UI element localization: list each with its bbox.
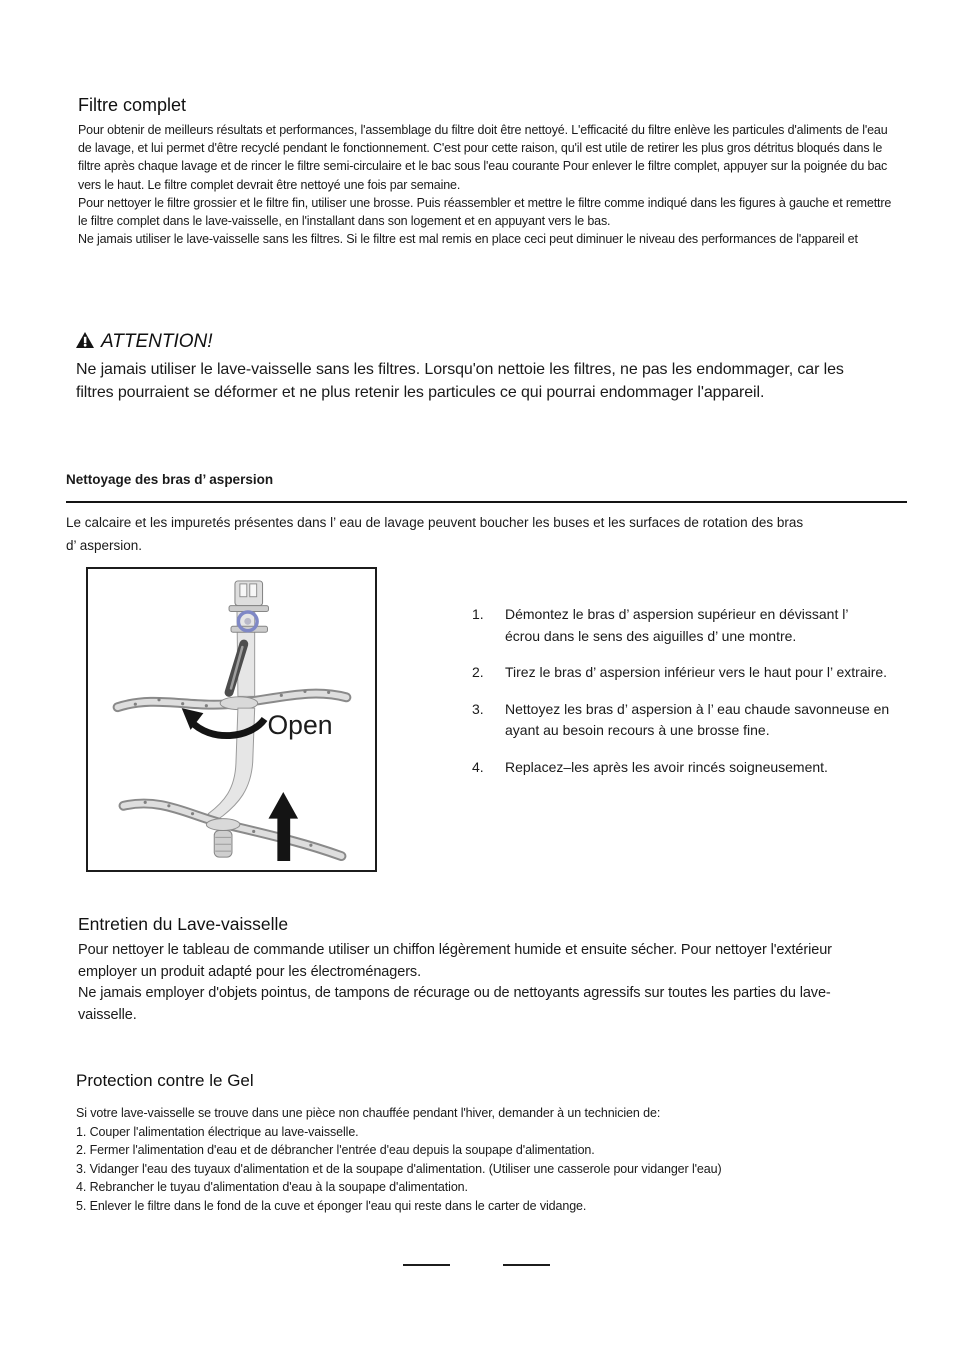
spray-arm-figure [86,567,377,872]
list-item [472,662,902,684]
gel-line: 1. Couper l'alimentation électrique au lave-vaisselle. [76,1124,359,1139]
filtre-line: filtre après chaque lavage et de rincer le filtre semi-circulaire et le bac sous l'eau courante Pour enlever le filtre complet, appuyer sur la poignée du bac [78,159,888,174]
section-attention [76,330,926,404]
step-line: écrou dans le sens des aiguilles d’ une montre. [505,627,797,644]
nettoyage-intro [66,511,911,557]
filtre-body [78,121,938,248]
attention-line: Ne jamais utiliser le lave-vaisselle sans les filtres. Lorsqu'on nettoie les filtres, ne pas les endommager, car les [76,361,844,378]
list-item [472,757,902,779]
gel-line: 3. Vidanger l'eau des tuyaux d'alimentation et de la soupape d'alimentation. (Utiliser une casserole pour vidanger l'eau) [76,1161,722,1176]
attention-body [76,358,926,404]
entretien-line: Ne jamais employer d'objets pointus, de tampons de récurage ou de nettoyants agressifs sur toutes les parties du lave- [78,985,831,1001]
step-number: 2. [472,664,484,680]
filtre-line: Pour obtenir de meilleurs résultats et performances, l'assemblage du filtre doit être nettoyé. L'efficacité du filtre enlève les particules d'aliments de l'eau [78,123,888,137]
step-line: Nettoyez les bras d’ aspersion à l’ eau chaude savonneuse en [505,700,890,717]
filtre-title: Filtre complet [78,95,187,115]
section-entretien [78,914,938,1026]
spray-arm-steps [472,604,902,793]
list-item [472,699,902,742]
step-number: 1. [472,606,484,622]
gel-title: Protection contre le Gel [76,1071,254,1090]
nettoyage-line: d’ aspersion. [66,538,143,553]
step-line: Démontez le bras d’ aspersion supérieur en dévissant l’ [505,606,849,622]
gel-line: 4. Rebrancher le tuyau d'alimentation d'eau à la soupape d'alimentation. [76,1180,468,1194]
step-line: Replacez–les après les avoir rincés soigneusement. [505,758,828,775]
attention-line: filtres pourraient se déformer et ne plus retenir les particules ce qui pourrai endommager l'appareil. [76,384,765,401]
step-number: 4. [472,758,484,775]
warning-icon [76,332,94,353]
nettoyage-title: Nettoyage des bras d’ aspersion [66,472,274,487]
section-protection-gel [76,1070,946,1215]
filtre-line: Pour nettoyer le filtre grossier et le filtre fin, utiliser une brosse. Puis réassembler et mettre le filtre comme indiqué dans les figures à gauche et remettre [78,195,892,210]
filtre-line: le filtre complet dans le lave-vaisselle, en l'installant dans son logement et en appuyant vers le bas. [78,214,611,229]
pull-up-arrow [268,792,298,861]
step-line: ayant au besoin recours à une brosse fine. [505,722,770,738]
gel-line: 2. Fermer l'alimentation d'eau et de débrancher l'entrée d'eau depuis la soupape d'alimentation. [76,1143,595,1157]
footer-line [503,1264,550,1266]
entretien-body [78,940,938,1026]
entretien-line: vaisselle. [78,1006,137,1023]
filtre-line: vers le haut. Le filtre complet devrait être nettoyé une fois par semaine. [78,177,461,192]
attention-header [76,330,926,354]
section-nettoyage-bras [66,471,911,557]
footer-line [403,1264,450,1266]
step-line: Tirez le bras d’ aspersion inférieur vers le haut pour l’ extraire. [505,664,888,680]
list-item [472,604,902,647]
section-divider [66,501,907,503]
entretien-title: Entretien du Lave-vaisselle [78,914,289,934]
filtre-line: de lavage, et lui permet d'être recyclé pendant le fonctionnement. C'est pour cette raison, qu'il est utile de retirer les plus gros détritus bloqués dans le [78,141,883,156]
entretien-line: employer un produit adapté pour les électroménagers. [78,963,422,980]
step-number: 3. [472,700,484,717]
entretien-line: Pour nettoyer le tableau de commande utiliser un chiffon légèrement humide et ensuite sécher. Pour nettoyer l'extérieur [78,942,832,958]
nettoyage-line: Le calcaire et les impuretés présentes dans l’ eau de lavage peuvent boucher les buses et les surfaces de rotation des bras [66,515,804,530]
attention-title: ATTENTION! [101,331,213,352]
filtre-line: Ne jamais utiliser le lave-vaisselle sans les filtres. Si le filtre est mal remis en place ceci peut diminuer le niveau des performances de l'appareil et [78,232,858,247]
gel-body [76,1104,946,1215]
figure-open-label: Open [267,709,333,740]
gel-line: 5. Enlever le filtre dans le fond de la cuve et éponger l'eau qui reste dans le carter de vidange. [76,1198,587,1213]
gel-line: Si votre lave-vaisselle se trouve dans une pièce non chauffée pendant l'hiver, demander à un technicien de: [76,1106,661,1120]
section-filtre-complet [78,94,938,248]
